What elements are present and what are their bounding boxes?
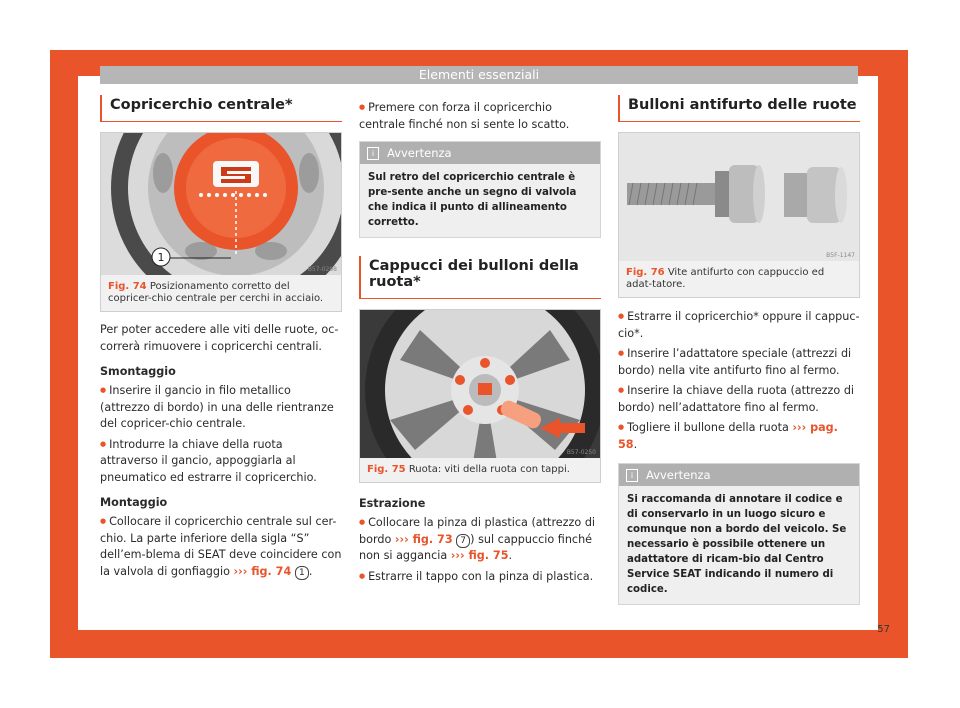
figure-caption: [619, 261, 859, 297]
list-item: ● Introdurre la chiave della ruota attraverso il gancio, appoggiarla al pneumatico ed estrarre il copricerchio.: [100, 436, 342, 487]
chapter-header: Elementi essenziali: [100, 66, 858, 84]
warning-box: [359, 141, 601, 238]
bullet-text: Togliere il bullone della ruota: [627, 421, 789, 434]
warning-title: Avvertenza: [646, 468, 711, 482]
list-item: ● Estrarre il tappo con la pinza di plastica.: [359, 568, 601, 586]
caption-text: Ruota: viti della ruota con tappi.: [408, 464, 570, 475]
fig-75-link[interactable]: ››› fig. 75: [450, 549, 509, 562]
bolt-image: [619, 133, 859, 261]
column-hubcap: [100, 95, 342, 583]
bullet-end: .: [508, 549, 513, 562]
bullet-text: Collocare il copricerchio centrale sul cer-chio. La parte inferiore della sigla “S” dell’em-blema di SEAT deve coincidere con la valvola di gonfiaggio: [100, 515, 342, 578]
figure-74: [100, 132, 342, 312]
fig-73-link[interactable]: ››› fig. 73: [394, 532, 453, 546]
page-number: 57: [877, 624, 890, 635]
figure-caption: [101, 275, 341, 311]
subheading-smontaggio: Smontaggio: [100, 365, 176, 378]
figure-76: [618, 132, 860, 298]
column-bolt-caps: [359, 95, 601, 588]
list-item: [359, 514, 601, 565]
list-item: [618, 419, 860, 453]
figure-code: B57-0250: [566, 449, 596, 456]
section-title: Cappucci dei bulloni della ruota*: [359, 256, 601, 299]
column-anti-theft: [618, 95, 860, 613]
figure-code: B5F-1147: [826, 252, 855, 259]
figure-label: Fig. 74: [108, 281, 147, 292]
bullet-end: .: [308, 564, 313, 578]
section-title: Copricerchio centrale*: [100, 95, 342, 122]
figure-caption: [360, 458, 600, 482]
wheel-image: [360, 310, 600, 458]
list-item: [100, 513, 342, 580]
bullet-end: .: [633, 437, 638, 451]
hubcap-illustration: [101, 133, 341, 275]
warning-header: [360, 142, 600, 164]
warning-body: Sul retro del copricerchio centrale è pre-sente anche un segno di valvola che indica il punto di allineamento corretto.: [368, 172, 577, 228]
caption-text: Vite antifurto con cappuccio ed adat-tatore.: [626, 267, 825, 290]
warning-title: Avvertenza: [387, 146, 452, 160]
info-icon: i: [626, 469, 638, 482]
wheel-illustration: [360, 310, 600, 458]
bullet-text: ) sul cappuccio finché non si aggancia: [359, 532, 593, 562]
info-icon: i: [367, 147, 379, 160]
warning-header: [619, 464, 859, 486]
anti-theft-bolt-illustration: [619, 133, 859, 261]
figure-code: B57-0298: [307, 266, 337, 273]
list-item: ● Inserire l’adattatore speciale (attrezzi di bordo) nella vite antifurto fino al fermo.: [618, 345, 860, 379]
figure-label: Fig. 76: [626, 267, 665, 278]
page-58-link[interactable]: ››› pag. 58: [618, 421, 838, 451]
intro-paragraph: Per poter accedere alle viti delle ruote, oc-correrà rimuovere i copricerchi centrali.: [100, 323, 339, 353]
warning-box: [618, 463, 860, 605]
list-item: ● Estrarre il copricerchio* oppure il cappuc-cio*.: [618, 308, 860, 342]
callout-badge: 7: [456, 534, 470, 548]
callout-badge: 1: [295, 566, 309, 580]
subheading-montaggio: Montaggio: [100, 496, 168, 509]
callout-1: 1: [157, 251, 165, 264]
list-item: ● Premere con forza il copricerchio centrale finché non si sente lo scatto.: [359, 99, 601, 133]
subheading-estrazione: Estrazione: [359, 497, 426, 510]
section-title: Bulloni antifurto delle ruote: [618, 95, 860, 122]
warning-body: Si raccomanda di annotare il codice e di conservarlo in un luogo sicuro e comunque non a bordo del veicolo. Se necessario è possibile ottenere un adattatore di ricam-bio dal Centro Service SEAT indicando il numero di codice.: [627, 494, 847, 595]
caption-text: Posizionamento corretto del copricer-chio centrale per cerchi in acciaio.: [108, 281, 324, 304]
bullet-text: Collocare la pinza di plastica (attrezzo di bordo: [359, 516, 596, 546]
hubcap-image: [101, 133, 341, 275]
list-item: ● Inserire il gancio in filo metallico (attrezzo di bordo) in una delle rientranze del copricer-chio centrale.: [100, 382, 342, 433]
figure-label: Fig. 75: [367, 464, 406, 475]
fig-74-link[interactable]: ››› fig. 74: [233, 564, 292, 578]
list-item: ● Inserire la chiave della ruota (attrezzo di bordo) nell’adattatore fino al fermo.: [618, 382, 860, 416]
figure-75: [359, 309, 601, 483]
